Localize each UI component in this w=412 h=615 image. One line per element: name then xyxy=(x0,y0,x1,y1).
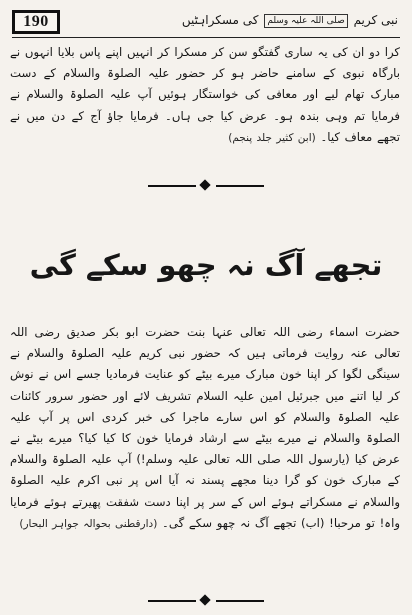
bottom-divider-line-left xyxy=(148,600,196,602)
section-heading: تجھے آگ نہ چھو سکے گی xyxy=(29,248,383,282)
paragraph-two-text xyxy=(10,322,400,535)
page-number: 190 xyxy=(12,10,60,34)
bottom-divider-line-right xyxy=(216,600,264,602)
bottom-ornamental-divider xyxy=(148,596,264,606)
paragraph-two-body: حضرت اسماء رضی اللہ تعالی عنہا بنت حضرت ابو بکر صدیق رضی اللہ تعالی عنہ روایت فرماتی ہیں کہ حضور نبی کریم علیہ الصلوۃ والسلام نے سینگی لگوا کر اپنا خون مبارک میرے بیٹے کو عنایت فرمادیا جسے اس نے نوش کر لیا اتنے میں جبرئیل امین علیہ السلام تشریف لائے اور حضور سرور کائنات علیہ الصلوۃ والسلام کو اس سارے ماجرا کی خبر کردی اس پر آپ علیہ الصلوۃ والسلام نے میرے بیٹے سے ارشاد فرمایا خون کا کیا کیا؟ میرے بیٹے نے عرض کیا (یارسول اللہ صلی اللہ تعالی علیہ وسلم!) آپ علیہ الصلوۃ والسلام کے مبارک خون کو گرا دینا مجھے پسند نہ آیا اس پر نبی اکرم علیہ الصلوۃ والسلام نے مسکراتے ہوئے اس کے سر پر اپنا دست شفقت پھیرتے ہوئے فرمایا واہ! تو مرحبا! (اب) تجھے آگ نہ چھو سکے گی۔ xyxy=(10,325,400,530)
paragraph-one xyxy=(10,42,400,188)
paragraph-one-text xyxy=(10,42,400,149)
header-rule xyxy=(12,37,400,38)
diamond-icon xyxy=(199,179,210,190)
paragraph-one-body: کرا دو ان کی یہ ساری گفتگو سن کر مسکرا کر انہیں اپنے پاس بلایا انہوں نے بارگاہ نبوی کے سامنے حاضر ہو کر حضور علیہ الصلوۃ والسلام کے دست مبارک تھام لیے اور معافی کی خواستگار ہوئیں آپ علیہ الصلوۃ والسلام نے فرمایا تم وہی بندہ ہو۔ عرض کیا جی ہاں۔ فرمایا جاؤ آج کے دن میں نے تجھے معاف کیا۔ xyxy=(10,45,400,144)
honorific-symbol: صلی اللہ علیہ وسلم xyxy=(264,14,347,28)
ornamental-divider xyxy=(148,181,264,191)
running-title xyxy=(182,11,398,29)
running-title-end: کی مسکراہٹیں xyxy=(181,13,259,27)
paragraph-one-reference: (ابن کثیر جلد پنجم) xyxy=(228,131,316,144)
divider-line-right xyxy=(216,185,264,187)
paragraph-two xyxy=(10,322,400,577)
running-title-start: نبی کریم xyxy=(353,13,398,27)
paragraph-two-reference: (دارقطنی بحوالہ جواہر البحار) xyxy=(19,517,158,530)
page-header xyxy=(0,10,412,36)
bottom-diamond-icon xyxy=(199,594,210,605)
divider-line-left xyxy=(148,185,196,187)
